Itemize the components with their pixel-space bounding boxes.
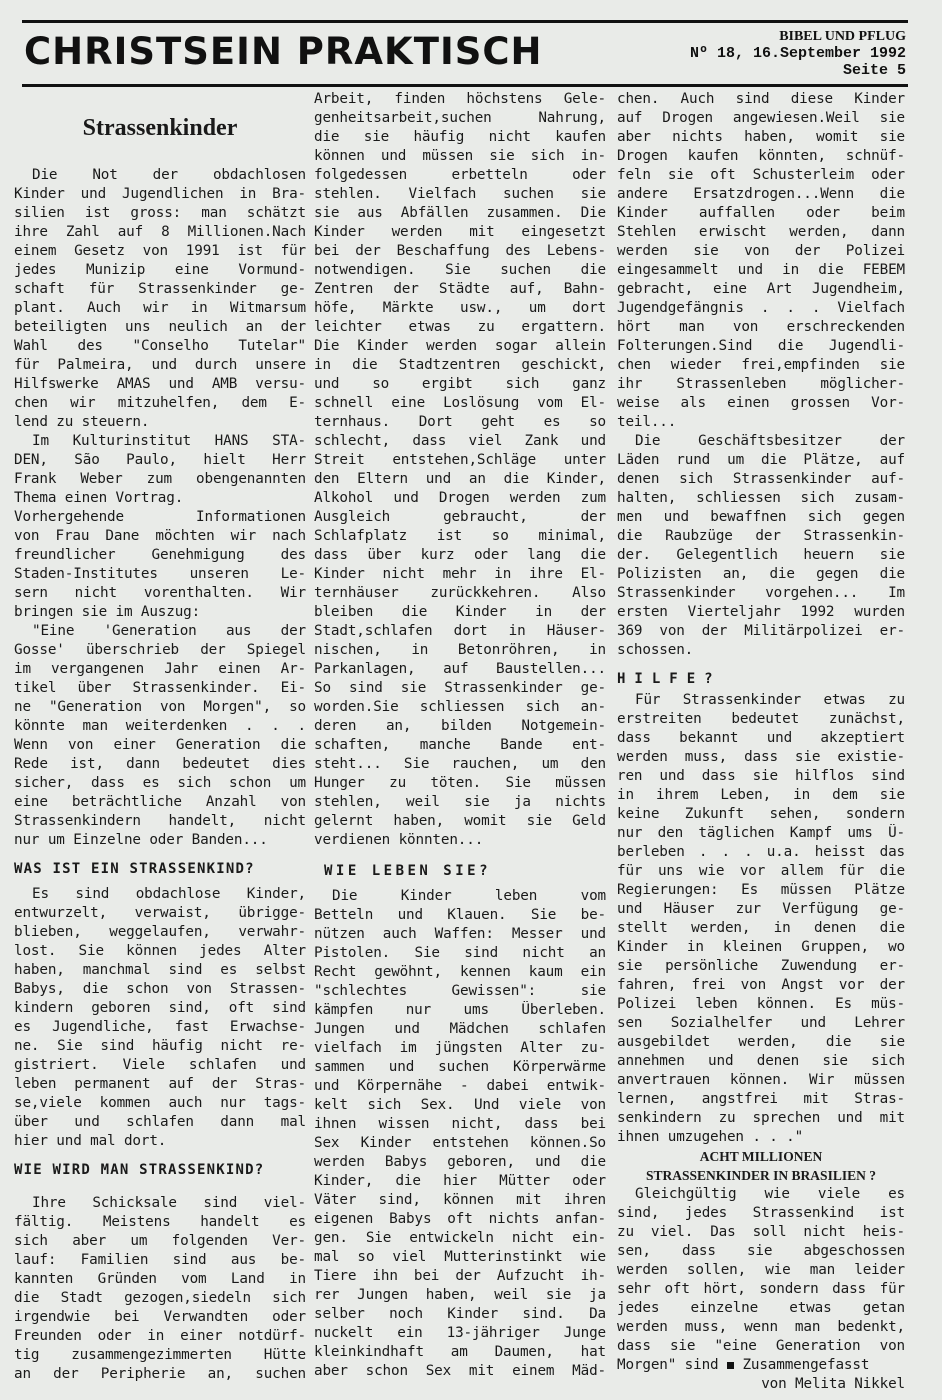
text-line: sern nicht vorenthalten. Wir [14, 585, 306, 601]
col3-text [617, 90, 905, 660]
text-line: denen sich Strassenkinder auf- [617, 471, 905, 487]
text-line: gelernt haben, womit sie Geld [314, 813, 606, 829]
text-line: Thema einen Vortrag. [14, 490, 184, 506]
text-line: Sex Kinder entstehen können.So [314, 1135, 606, 1151]
text-line: rer Jungen haben, weil sie ja [314, 1287, 606, 1303]
text-line: Schlafplatz ist so minimal, [314, 528, 606, 544]
text-line: und so ergibt sich ganz [314, 376, 606, 392]
text-line: Die Kinder leben vom [332, 888, 606, 904]
text-line: "schlechtes Gewissen": sie [314, 983, 606, 999]
text-line: dass sie "eine Generation von [617, 1338, 905, 1354]
text-line: chen wir mitzuhelfen, dem E- [14, 395, 306, 411]
text-line: ne "Generation von Morgen", so [14, 699, 306, 715]
text-line: Kinder auffallen oder beim [617, 205, 905, 221]
text-line: Freunden oder in einer notdürf- [14, 1328, 306, 1344]
text-line: Ihre Schicksale sind viel- [32, 1195, 306, 1211]
text-line: Gleichgültig wie viele es [635, 1186, 905, 1202]
text-line: schossen. [617, 642, 694, 658]
text-line: ne. Sie sind häufig nicht re- [14, 1038, 306, 1054]
text-line: Babys, die schon von Strassen- [14, 981, 306, 997]
text-line: schnell eine Loslösung vom El- [314, 395, 606, 411]
summary-note: Zusammengefasst [742, 1357, 870, 1373]
text-line: Die Geschäftsbesitzer der [635, 433, 905, 449]
text-line: stehlen, weil sie ja nichts [314, 794, 606, 810]
issue-info [690, 28, 906, 79]
text-line: halten, schliessen sich zusam- [617, 490, 905, 506]
heading-what-is: WAS IST EIN STRASSENKIND? [14, 861, 255, 877]
text-line: feln sie oft Schusterleim oder [617, 167, 905, 183]
text-line: Stadt,schlafen dort in Häuser- [314, 623, 606, 639]
text-line: Staden-Institutes unseren Le- [14, 566, 306, 582]
text-line: erstreiten bedeutet zunächst, [617, 711, 905, 727]
text-line: leben permanent auf der Stras- [14, 1076, 306, 1092]
col3c-text [617, 1185, 905, 1356]
text-line: fältig. Meistens handelt es [14, 1214, 306, 1230]
text-line: DEN, São Paulo, hielt Herr [14, 452, 306, 468]
text-line: kelt sich Sex. Und viele von [314, 1097, 606, 1113]
text-line: schaft für Strassenkinder ge- [14, 281, 306, 297]
text-line: dass über kurz oder lang die [314, 547, 606, 563]
text-line: gebracht, eine Art Jugendheim, [617, 281, 905, 297]
text-line: die Raubzüge der Strassenkin- [617, 528, 905, 544]
text-line: nur den täglichen Kampf ums Ü- [617, 825, 905, 841]
col1b-text [14, 885, 306, 1151]
text-line: Vorhergehende Informationen [14, 509, 306, 525]
byline: von Melita Nikkel [761, 1376, 905, 1392]
article-title: Strassenkinder [82, 115, 238, 141]
text-line: worden.Sie schliessen sich an- [314, 699, 606, 715]
text-line: bleiben die Kinder in der [314, 604, 606, 620]
text-line: nischen, in Betonröhren, in [314, 642, 606, 658]
text-line: ihre Zahl auf 8 Millionen.Nach [14, 224, 306, 240]
text-line: der. Gelegentlich heuern sie [617, 547, 905, 563]
text-line: Die Kinder werden sogar allein [314, 338, 606, 354]
col2-text [314, 90, 606, 850]
text-line: irgendwie bei Verwandten oder [14, 1309, 306, 1325]
text-line: aber schon Sex mit einem Mäd- [314, 1363, 606, 1379]
text-line: werden Babys geboren, und die [314, 1154, 606, 1170]
text-line: Für Strassenkinder etwas zu [635, 692, 905, 708]
text-line: leichter etwas zu ergattern. [314, 319, 606, 335]
top-rule [22, 20, 908, 23]
text-line: Kinder werden mit eingesetzt [314, 224, 606, 240]
text-line: Läden rund um die Plätze, auf [617, 452, 905, 468]
text-line: selber noch Kinder sind. Da [314, 1306, 606, 1322]
text-line: kindern geboren sind, oft sind [14, 1000, 306, 1016]
text-line: Wenn von einer Generation die [14, 737, 306, 753]
text-line: sind, jedes Strassenkind ist [617, 1205, 905, 1221]
text-line: Ausgleich gebraucht, der [314, 509, 606, 525]
text-line: entwurzelt, verwaist, übrigge- [14, 905, 306, 921]
text-line: senkindern zu sprechen und mit [617, 1110, 905, 1126]
subheading-eight-million: ACHT MILLIONEN [699, 1149, 823, 1164]
text-line: gistriert. Viele schlafen und [14, 1057, 306, 1073]
text-line: Hilfswerke AMAS und AMB versu- [14, 376, 306, 392]
col1c-text [14, 1194, 306, 1384]
bottom-rule [22, 84, 908, 87]
col3b-text [617, 691, 905, 1147]
page-number: Seite 5 [842, 62, 906, 79]
text-line: jedes Munizip eine Vormund- [14, 262, 306, 278]
text-line: folgedessen erbetteln oder [314, 167, 606, 183]
heading-how-live: WIE LEBEN SIE? [324, 863, 492, 879]
text-line: jedes einzelne etwas getan [617, 1300, 905, 1316]
text-line: plant. Auch wir in Witmarsum [14, 300, 306, 316]
text-line: blieben, weggelaufen, verwahr- [14, 924, 306, 940]
text-line: kleinkindhaft am Daumen, hat [314, 1344, 606, 1360]
text-line: 369 von der Militärpolizei er- [617, 623, 905, 639]
column-1 [14, 114, 306, 1384]
publication-name: BIBEL UND PFLUG [779, 29, 906, 44]
issue-number-date: Nº 18, 16.September 1992 [689, 45, 906, 62]
text-line: Die Not der obdachlosen [32, 167, 306, 183]
column-2 [314, 90, 606, 1381]
text-line: Kinder nicht mehr in ihre El- [314, 566, 606, 582]
text-line: ihr Strassenleben möglicher- [617, 376, 905, 392]
text-line: Kinder in kleinen Gruppen, wo [617, 939, 905, 955]
subheading-street-children-brazil: STRASSENKINDER IN BRASILIEN ? [646, 1168, 876, 1183]
text-line: Wahl des "Conselho Tutelar" [14, 338, 306, 354]
text-line: chen. Auch sind diese Kinder [617, 91, 905, 107]
text-line: se,viele kommen auch nur tags- [14, 1095, 306, 1111]
text-line: Im Kulturinstitut HANS STA- [32, 433, 306, 449]
text-line: auf Drogen angewiesen.Weil sie [617, 110, 905, 126]
masthead: CHRISTSEIN PRAKTISCH [24, 30, 543, 73]
text-line: Jugendgefängnis . . . Vielfach [617, 300, 905, 316]
text-line: beteiligten uns neulich an der [14, 319, 306, 335]
text-line: werden sollen, wie man leider [617, 1262, 905, 1278]
text-line: Es sind obdachlose Kinder, [32, 886, 306, 902]
text-line: bringen sie im Auszug: [14, 604, 201, 620]
text-line: annehmen und denen sie sich [617, 1053, 905, 1069]
text-line: sammen und suchen Körperwärme [314, 1059, 606, 1075]
text-line: verdienen könnten... [314, 832, 484, 848]
text-line: lend zu steuern. [14, 414, 150, 430]
text-line: nützen auch Waffen: Messer und [314, 926, 606, 942]
text-line: kämpfen nur ums Überleben. [314, 1002, 606, 1018]
text-line: eigenen Babys oft nichts anfan- [314, 1211, 606, 1227]
text-line: deren an, bilden Notgemein- [314, 718, 606, 734]
text-line: für uns wie vor allem für die [617, 863, 905, 879]
text-line: mal so viel Mutterinstinkt wie [314, 1249, 606, 1265]
text-line: dass bekannt und akzeptiert [617, 730, 905, 746]
text-line: schlecht, dass viel Zank und [314, 433, 606, 449]
text-line: Streit entstehen,Schläge unter [314, 452, 606, 468]
closing-line [617, 1356, 905, 1375]
text-line: einem Gesetz von 1991 ist für [14, 243, 306, 259]
text-line: ternhäuser zurückkehren. Also [314, 585, 606, 601]
text-line: andere Ersatzdrogen...Wenn die [617, 186, 905, 202]
text-line: ausgebildet werden, die sie [617, 1034, 905, 1050]
text-line: können und müssen sie sich in- [314, 148, 606, 164]
text-line: es Jugendliche, fast Erwachse- [14, 1019, 306, 1035]
text-line: für Palmeira, und durch unsere [14, 357, 306, 373]
text-line: haben, manchmal sind es selbst [14, 962, 306, 978]
text-line: werden sie von der Polizei [617, 243, 905, 259]
text-line: eine beträchtliche Anzahl von [14, 794, 306, 810]
text-line: Gosse' überschrieb der Spiegel [14, 642, 306, 658]
text-line: Parkanlagen, auf Baustellen... [314, 661, 606, 677]
text-line: werden muss, wenn man bedenkt, [617, 1319, 905, 1335]
text-line: in die Stadtzentren geschickt, [314, 357, 606, 373]
text-line: Pistolen. Sie sind nicht an [314, 945, 606, 961]
text-line: Hunger zu töten. Sie müssen [314, 775, 606, 791]
text-line: fahren, frei von Angst vor der [617, 977, 905, 993]
text-line: stehlen. Vielfach suchen sie [314, 186, 606, 202]
text-line: freundlicher Genehmigung des [14, 547, 306, 563]
text-line: die Stadt gezogen,siedeln sich [14, 1290, 306, 1306]
text-line: sich aber um folgenden Ver- [14, 1233, 306, 1249]
text-line: Frank Weber zum obengenannten [14, 471, 306, 487]
text-line: teil... [617, 414, 677, 430]
text-line: Stehlen erwischt werden, dann [617, 224, 905, 240]
text-line: anvertrauen können. Wir müssen [617, 1072, 905, 1088]
heading-help: HILFE? [617, 671, 722, 687]
text-line: gen. Sie entwickeln nicht ein- [314, 1230, 606, 1246]
text-line: in ihrem Leben, in dem sie [617, 787, 905, 803]
text-line: zu viel. Das soll nicht heis- [617, 1224, 905, 1240]
text-line: weise als einen grossen Vor- [617, 395, 905, 411]
text-line: sie aus Abfällen zusammen. Die [314, 205, 606, 221]
text-line: hier und mal dort. [14, 1133, 167, 1149]
text-line: steht... Sie rauchen, um den [314, 756, 606, 772]
text-line: vielfach im jüngsten Alter zu- [314, 1040, 606, 1056]
text-line: Strassenkindern handelt, nicht [14, 813, 306, 829]
column-3 [617, 90, 905, 1394]
text-line: von Frau Dane möchten wir nach [14, 528, 306, 544]
text-line: lost. Sie können jedes Alter [14, 943, 306, 959]
text-line: "Eine 'Generation aus der [32, 623, 306, 639]
text-line: Drogen kaufen könnten, schnüf- [617, 148, 905, 164]
text-line: kannten Gründen vom Land in [14, 1271, 306, 1287]
text-line: Väter sind, können mit ihren [314, 1192, 606, 1208]
text-line: tig zusammengezimmerten Hütte [14, 1347, 306, 1363]
text-line: notwendigen. Sie suchen die [314, 262, 606, 278]
text-line: tikel über Strassenkinder. Ei- [14, 680, 306, 696]
text-line: werden muss, dass sie existie- [617, 749, 905, 765]
text-line: Betteln und Klauen. Sie be- [314, 907, 606, 923]
text-line: über und schlafen dann mal [14, 1114, 306, 1130]
col2b-text [314, 887, 606, 1381]
text-line: Tiere ihn bei der Aufzucht ih- [314, 1268, 606, 1284]
text-line: den Eltern und an die Kinder, [314, 471, 606, 487]
text-line: schaften, manche Bande ent- [314, 737, 606, 753]
text-line: sen, dass sie abgeschossen [617, 1243, 905, 1259]
text-line: an der Peripherie an, suchen [14, 1366, 306, 1382]
text-line: Polizei leben können. Es müs- [617, 996, 905, 1012]
col1-text [14, 166, 306, 850]
text-line: Recht gewöhnt, kennen kaum ein [314, 964, 606, 980]
text-line: So sind sie Strassenkinder ge- [314, 680, 606, 696]
text-line: Jungen und Mädchen schlafen [314, 1021, 606, 1037]
text-line: keine Zukunft sehen, sondern [617, 806, 905, 822]
text-line: genheitsarbeit,suchen Nahrung, [314, 110, 606, 126]
text-line: ihnen umzugehen . . ." [617, 1129, 804, 1145]
text-line: sen Sozialhelfer und Lehrer [617, 1015, 905, 1031]
text-line: Strassenkinder vorgehen... Im [617, 585, 905, 601]
text-line: Rede ist, dann bedeutet dies [14, 756, 306, 772]
text-line: sicher, dass es sich schon um [14, 775, 306, 791]
text-line: ternhaus. Dort geht es so [314, 414, 606, 430]
end-square-icon [727, 1362, 734, 1369]
heading-how-become: WIE WIRD MAN STRASSENKIND? [14, 1162, 265, 1178]
text-line: lauf: Familien sind aus be- [14, 1252, 306, 1268]
text-line: Polizisten an, die gegen die [617, 566, 905, 582]
text-line: berleben . . . u.a. heisst das [617, 844, 905, 860]
text-line: nur um Einzelne oder Banden... [14, 832, 268, 848]
text-line: Kinder, die hier Mütter oder [314, 1173, 606, 1189]
text-line: Regierungen: Es müssen Plätze [617, 882, 905, 898]
text-line: und Häuser zur Verfügung ge- [617, 901, 905, 917]
text-line: Zentren der Städte auf, Bahn- [314, 281, 606, 297]
text-line: bei der Beschaffung des Lebens- [314, 243, 606, 259]
text-line: könnte man weiterdenken . . . [14, 718, 306, 734]
text-line: sehr oft hört, sondern dass für [617, 1281, 905, 1297]
text-line: stellt werden, in denen die [617, 920, 905, 936]
text-line: eingesammelt und in die FEBEM [617, 262, 905, 278]
text-line: im vergangenen Jahr einen Ar- [14, 661, 306, 677]
text-line: ersten Vierteljahr 1992 wurden [617, 604, 905, 620]
text-line: chen wieder frei,empfinden sie [617, 357, 905, 373]
text-line: Arbeit, finden höchstens Gele- [314, 91, 606, 107]
text-line: silien ist gross: man schätzt [14, 205, 306, 221]
text-line: sie persönliche Zuwendung er- [617, 958, 905, 974]
text-line: und Körpernähe - dabei entwik- [314, 1078, 606, 1094]
text-line: men und bewaffnen sich gegen [617, 509, 905, 525]
text-line: lernen, angstfrei mit Stras- [617, 1091, 905, 1107]
text-line: aber nichts haben, womit sie [617, 129, 905, 145]
text-line: nuckelt ein 13-jähriger Junge [314, 1325, 606, 1341]
text-line: höfe, Märkte usw., um dort [314, 300, 606, 316]
text-line: Folterungen.Sind die Jugendli- [617, 338, 905, 354]
text-line: ihnen wissen nicht, dass bei [314, 1116, 606, 1132]
text-line: Kinder und Jugendlichen in Bra- [14, 186, 306, 202]
text-line: die sie häufig nicht kaufen [314, 129, 606, 145]
text-line: ren und dass sie hilflos sind [617, 768, 905, 784]
text-line: hört man von erschreckenden [617, 319, 905, 335]
closing-text: Morgen" sind [617, 1357, 719, 1373]
text-line: Alkohol und Drogen werden zum [314, 490, 606, 506]
